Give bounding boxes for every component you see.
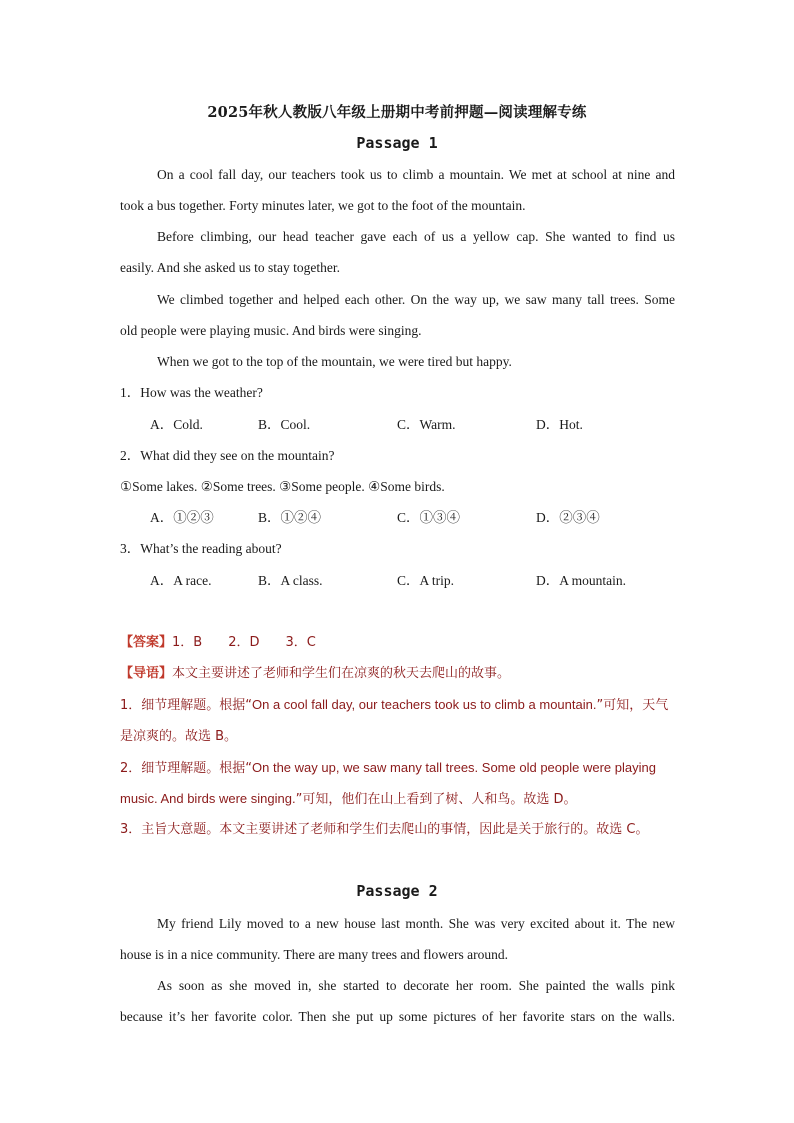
- p1-para4-line1: When we got to the top of the mountain, we were tired but happy.: [157, 354, 512, 369]
- explain-line-4: [120, 790, 675, 809]
- answer-line: [120, 634, 675, 652]
- explain-3-quote: On the way up, we saw many tall trees. Some old people were playing: [252, 760, 656, 775]
- question-1-option-d: D．Hot.: [536, 417, 583, 432]
- p2-para1-line1: My friend Lily moved to a new house last month. She was very excited about it. The new: [157, 916, 675, 931]
- explain-5-pre: 3．主旨大意题。本文主要讲述了老师和学生们去爬山的事情，因此是关于旅行的。故选 C。: [120, 822, 649, 837]
- question-3-stem: 3．What’s the reading about?: [120, 541, 282, 556]
- answer-text: 1．B 2．D 3．C: [172, 635, 316, 650]
- explain-2-pre: 是凉爽的。故选 B。: [120, 729, 238, 744]
- guide-label: 【导语】: [120, 666, 173, 681]
- explain-1-post: ”可知，天气: [596, 698, 669, 713]
- passage-1-title: Passage 1: [356, 134, 438, 152]
- explain-1-quote: On a cool fall day, our teachers took us to climb a mountain.: [252, 697, 597, 712]
- question-3-option-a: A．A race.: [150, 573, 212, 588]
- question-2-option-b: B．①②④: [258, 510, 322, 525]
- explain-4-quote: music. And birds were singing.: [120, 791, 296, 806]
- question-1-option-c: C．Warm.: [397, 417, 456, 432]
- p1-para1-line1: On a cool fall day, our teachers took us to climb a mountain. We met at school at nine and: [157, 167, 675, 182]
- p2-para2-line1: As soon as she moved in, she started to decorate her room. She painted the walls pink: [157, 978, 675, 993]
- explain-line-3: [120, 759, 675, 778]
- explain-1-pre: 1．细节理解题。根据“: [120, 698, 253, 713]
- question-3-option-d: D．A mountain.: [536, 573, 626, 588]
- question-2-option-a: A．①②③: [150, 510, 214, 525]
- guide-text: 本文主要讲述了老师和学生们在凉爽的秋天去爬山的故事。: [172, 666, 511, 681]
- p1-para3-line2: old people were playing music. And birds were singing.: [120, 323, 422, 338]
- p1-para1-line2: took a bus together. Forty minutes later, we got to the foot of the mountain.: [120, 198, 526, 213]
- document-title: 2025年秋人教版八年级上册期中考前押题—阅读理解专练: [207, 104, 587, 121]
- question-2-option-d: D．②③④: [536, 510, 600, 525]
- question-1-option-b: B．Cool.: [258, 417, 311, 432]
- guide-line: [120, 665, 675, 683]
- explain-3-pre: 2．细节理解题。根据“: [120, 761, 253, 776]
- explain-4-post: ”可知，他们在山上看到了树、人和鸟。故选 D。: [295, 792, 577, 807]
- question-3-option-c: C．A trip.: [397, 573, 455, 588]
- explain-line-5: [120, 821, 675, 839]
- question-2-stem: 2．What did they see on the mountain?: [120, 448, 335, 463]
- question-2-option-c: C．①③④: [397, 510, 461, 525]
- question-1-stem: 1．How was the weather?: [120, 385, 263, 400]
- question-1-option-a: A．Cold.: [150, 417, 203, 432]
- p1-para2-line2: easily. And she asked us to stay together.: [120, 260, 340, 275]
- p1-para3-line1: We climbed together and helped each other. On the way up, we saw many tall trees. Some: [157, 292, 675, 307]
- p1-para2-line1: Before climbing, our head teacher gave each of us a yellow cap. She wanted to find us: [157, 229, 675, 244]
- question-3-option-b: B．A class.: [258, 573, 323, 588]
- p2-para2-line2: because it’s her favorite color. Then she put up some pictures of her favorite stars on the walls.: [120, 1009, 675, 1024]
- question-2-choices: ①Some lakes. ②Some trees. ③Some people. ④Some birds.: [120, 479, 445, 494]
- p2-para1-line2: house is in a nice community. There are many trees and flowers around.: [120, 947, 508, 962]
- explain-line-2: [120, 728, 675, 746]
- explain-line-1: [120, 696, 675, 715]
- answer-label: 【答案】: [120, 635, 173, 650]
- passage-2-title: Passage 2: [356, 882, 438, 900]
